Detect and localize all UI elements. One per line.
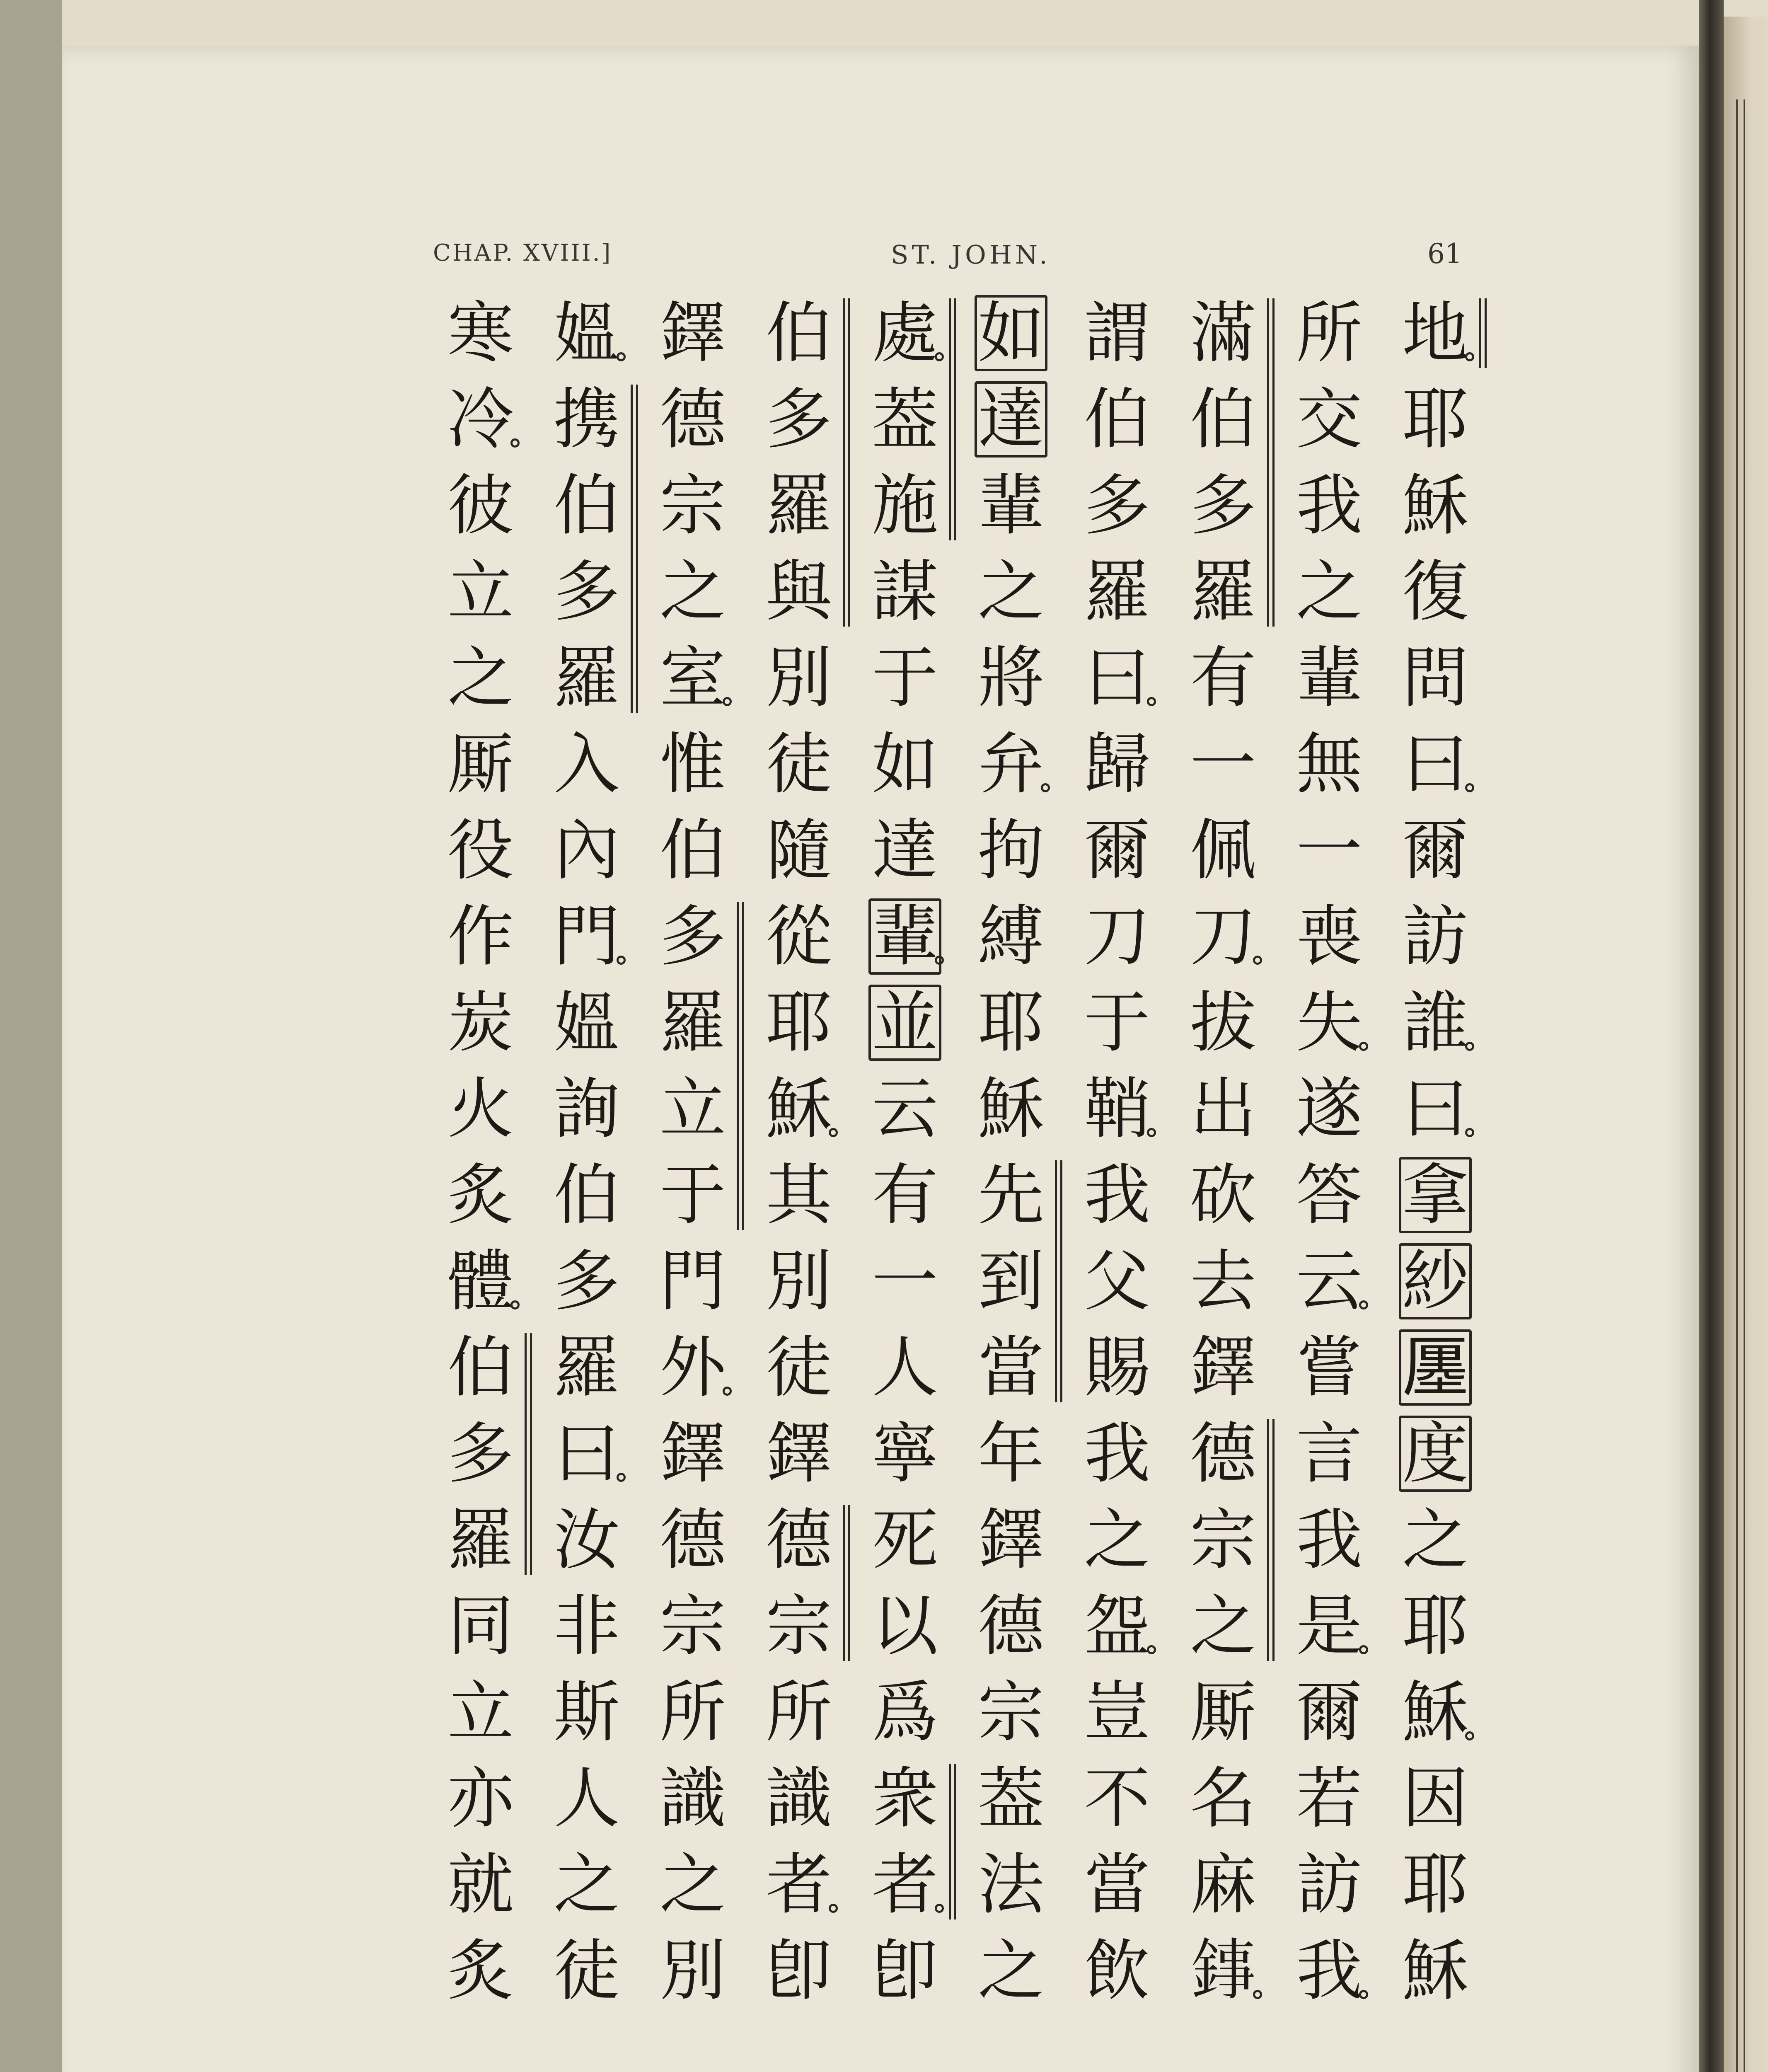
text-char: 云 — [1288, 1238, 1371, 1324]
text-char: 之 — [1190, 1587, 1256, 1665]
text-char: 德 — [765, 1501, 832, 1578]
text-char: 內 — [553, 811, 620, 889]
proper-name-mark — [1055, 1160, 1062, 1402]
text-char: 于 — [659, 1156, 726, 1234]
text-char: 所 — [765, 1673, 832, 1751]
text-char: 卽 — [871, 1932, 938, 2009]
text-char: 德 — [659, 1501, 726, 1578]
text-char: 多 — [1084, 467, 1150, 544]
text-char: 門 — [659, 1242, 726, 1320]
text-char: 爾 — [1084, 811, 1150, 889]
text-char: 德 — [977, 1587, 1044, 1665]
text-char: 爲 — [871, 1673, 938, 1751]
text-char: 一 — [1190, 725, 1256, 803]
text-char: 曰 — [1394, 1066, 1477, 1152]
text-char: 火 — [447, 1070, 514, 1147]
text-char: 一 — [871, 1242, 938, 1320]
text-char: 若 — [1296, 1760, 1362, 1837]
text-char: 惟 — [659, 725, 726, 803]
text-char: 立 — [447, 553, 514, 630]
text-char: 穌 — [1402, 1932, 1468, 2009]
text-char: 喪 — [1296, 898, 1362, 975]
text-char: 年 — [977, 1415, 1044, 1492]
text-char: 葢 — [977, 1760, 1044, 1837]
text-char: 宗 — [1190, 1501, 1256, 1578]
text-char: 輩 — [863, 893, 946, 980]
text-column — [439, 290, 522, 2014]
text-char: 者 — [757, 1842, 840, 1928]
text-char: 謀 — [871, 553, 938, 630]
text-column — [1182, 290, 1265, 2014]
text-char: 法 — [977, 1846, 1044, 1923]
text-char: 穌 — [757, 1066, 840, 1152]
text-char: 度 — [1394, 1411, 1477, 1497]
text-char: 與 — [765, 553, 832, 630]
proper-name-mark — [843, 298, 850, 627]
text-char: 役 — [447, 811, 514, 889]
text-char: 多 — [553, 1242, 620, 1320]
text-char: 當 — [1084, 1846, 1150, 1923]
text-char: 宗 — [977, 1673, 1044, 1751]
text-char: 如 — [871, 725, 938, 803]
running-header — [0, 240, 1768, 277]
text-char: 歸 — [1084, 725, 1150, 803]
text-char: 亦 — [447, 1760, 514, 1837]
text-char: 穌 — [977, 1070, 1044, 1147]
text-char: 多 — [765, 380, 832, 458]
text-char: 我 — [1296, 1501, 1362, 1578]
text-char: 我 — [1296, 467, 1362, 544]
text-char: 就 — [447, 1846, 514, 1923]
text-column — [757, 290, 840, 2014]
text-char: 之 — [977, 1932, 1044, 2009]
text-char: 德 — [1190, 1415, 1256, 1492]
text-char: 別 — [659, 1932, 726, 2009]
text-column — [1076, 290, 1159, 2014]
text-char: 去 — [1190, 1242, 1256, 1320]
text-char: 如 — [970, 290, 1052, 376]
text-column — [1394, 290, 1477, 2014]
text-char: 佩 — [1190, 811, 1256, 889]
text-char: 是 — [1288, 1583, 1371, 1669]
text-char: 多 — [1190, 467, 1256, 544]
text-char: 盌 — [1076, 1583, 1159, 1669]
text-char: 拘 — [977, 811, 1044, 889]
book-gutter — [1699, 0, 1724, 2072]
text-char: 立 — [659, 1070, 726, 1147]
text-char: 彼 — [447, 467, 514, 544]
text-char: 有 — [871, 1156, 938, 1234]
text-char: 伯 — [447, 1329, 514, 1406]
text-char: 羅 — [1190, 553, 1256, 630]
text-char: 所 — [1296, 294, 1362, 372]
text-char: 一 — [1296, 811, 1362, 889]
text-char: 多 — [659, 898, 726, 975]
proper-name-mark — [949, 298, 956, 540]
text-char: 賜 — [1084, 1329, 1150, 1406]
text-char: 有 — [1190, 639, 1256, 716]
text-char: 輩 — [977, 467, 1044, 544]
text-char: 施 — [871, 467, 938, 544]
text-char: 從 — [765, 898, 832, 975]
text-char: 之 — [1402, 1501, 1468, 1578]
text-char: 鐸 — [659, 294, 726, 372]
proper-name-mark — [1479, 298, 1487, 368]
text-char: 室 — [651, 635, 734, 721]
text-char: 門 — [545, 893, 628, 980]
text-char: 拔 — [1190, 984, 1256, 1061]
text-char: 徒 — [765, 1329, 832, 1406]
text-char: 謂 — [1084, 294, 1150, 372]
proper-name-mark — [1267, 298, 1275, 627]
text-char: 先 — [977, 1156, 1044, 1234]
chapter-reference: CHAP. XVIII.] — [433, 240, 612, 266]
text-char: 媼 — [553, 984, 620, 1061]
text-char: 徒 — [553, 1932, 620, 2009]
text-char: 冷 — [439, 376, 522, 462]
text-char: 鐸 — [1190, 1329, 1256, 1406]
text-char: 曰 — [1076, 635, 1159, 721]
text-char: 爾 — [1296, 1673, 1362, 1751]
text-char: 遂 — [1296, 1070, 1362, 1147]
text-char: 名 — [1190, 1760, 1256, 1837]
text-char: 當 — [977, 1329, 1044, 1406]
text-char: 炭 — [447, 984, 514, 1061]
text-char: 作 — [447, 898, 514, 975]
text-char: 不 — [1084, 1760, 1150, 1837]
text-char: 于 — [871, 639, 938, 716]
text-char: 立 — [447, 1673, 514, 1751]
text-char: 厮 — [447, 725, 514, 803]
text-char: 我 — [1084, 1415, 1150, 1492]
text-char: 之 — [659, 553, 726, 630]
text-column — [545, 290, 628, 2014]
text-char: 之 — [977, 553, 1044, 630]
text-char: 之 — [447, 639, 514, 716]
text-char: 德 — [659, 380, 726, 458]
text-char: 之 — [1084, 1501, 1150, 1578]
text-char: 飲 — [1084, 1932, 1150, 2009]
text-column — [970, 290, 1052, 2014]
text-column — [863, 290, 946, 2014]
text-char: 嘗 — [1296, 1329, 1362, 1406]
text-char: 我 — [1084, 1156, 1150, 1234]
text-char: 人 — [871, 1329, 938, 1406]
text-char: 紗 — [1394, 1238, 1477, 1324]
text-char: 携 — [553, 380, 620, 458]
text-char: 達 — [970, 376, 1052, 462]
text-char: 失 — [1288, 980, 1371, 1066]
text-char: 入 — [553, 725, 620, 803]
text-char: 葢 — [871, 380, 938, 458]
proper-name-mark — [843, 1505, 850, 1661]
text-char: 地 — [1394, 290, 1477, 376]
text-char: 羅 — [659, 984, 726, 1061]
text-char: 將 — [977, 639, 1044, 716]
text-char: 斯 — [553, 1673, 620, 1751]
book-title: ST. JOHN. — [891, 240, 1051, 270]
text-char: 所 — [659, 1673, 726, 1751]
text-char: 別 — [765, 639, 832, 716]
text-char: 鐸 — [765, 1415, 832, 1492]
text-char: 因 — [1402, 1760, 1468, 1837]
text-char: 穌 — [1402, 467, 1468, 544]
text-char: 誰 — [1394, 980, 1477, 1066]
text-char: 無 — [1296, 725, 1362, 803]
text-char: 交 — [1296, 380, 1362, 458]
text-char: 卽 — [765, 1932, 832, 2009]
text-char: 之 — [1296, 553, 1362, 630]
text-char: 云 — [871, 1070, 938, 1147]
text-char: 羅 — [1084, 553, 1150, 630]
text-char: 之 — [553, 1846, 620, 1923]
text-char: 伯 — [765, 294, 832, 372]
text-char: 寧 — [871, 1415, 938, 1492]
text-char: 別 — [765, 1242, 832, 1320]
text-char: 拿 — [1394, 1152, 1477, 1238]
text-char: 外 — [651, 1324, 734, 1411]
text-char: 隨 — [765, 811, 832, 889]
text-char: 宗 — [765, 1587, 832, 1665]
proper-name-mark — [737, 902, 744, 1230]
proper-name-mark — [1267, 1419, 1275, 1661]
text-char: 達 — [871, 811, 938, 889]
text-char: 伯 — [659, 811, 726, 889]
text-char: 羅 — [553, 1329, 620, 1406]
text-char: 答 — [1296, 1156, 1362, 1234]
text-char: 之 — [659, 1846, 726, 1923]
text-char: 同 — [447, 1587, 514, 1665]
text-char: 我 — [1288, 1928, 1371, 2014]
text-char: 並 — [863, 980, 946, 1066]
text-column — [651, 290, 734, 2014]
text-char: 非 — [553, 1587, 620, 1665]
text-char: 言 — [1296, 1415, 1362, 1492]
text-char: 者 — [863, 1842, 946, 1928]
text-char: 到 — [977, 1242, 1044, 1320]
text-char: 衆 — [871, 1760, 938, 1837]
text-char: 𠪨 — [1394, 1324, 1477, 1411]
page-number: 61 — [1427, 238, 1462, 270]
text-char: 父 — [1084, 1242, 1150, 1320]
text-char: 宗 — [659, 467, 726, 544]
text-char: 處 — [863, 290, 946, 376]
text-char: 鐸 — [659, 1415, 726, 1492]
text-char: 羅 — [447, 1501, 514, 1578]
text-char: 𨧫 — [1182, 1928, 1265, 2014]
text-char: 訪 — [1296, 1846, 1362, 1923]
text-char: 滿 — [1190, 294, 1256, 372]
text-char: 識 — [765, 1760, 832, 1837]
text-char: 砍 — [1190, 1156, 1256, 1234]
text-char: 于 — [1084, 984, 1150, 1061]
text-char: 炙 — [447, 1932, 514, 2009]
text-char: 縛 — [977, 898, 1044, 975]
text-char: 訪 — [1402, 898, 1468, 975]
text-char: 厮 — [1190, 1673, 1256, 1751]
text-char: 曰 — [545, 1411, 628, 1497]
proper-name-mark — [631, 385, 638, 713]
text-char: 炙 — [447, 1156, 514, 1234]
text-char: 穌 — [1394, 1669, 1477, 1755]
text-char: 多 — [553, 553, 620, 630]
text-char: 出 — [1190, 1070, 1256, 1147]
text-char: 宗 — [659, 1587, 726, 1665]
text-char: 媼 — [545, 290, 628, 376]
text-char: 伯 — [553, 1156, 620, 1234]
text-char: 羅 — [553, 639, 620, 716]
text-char: 問 — [1402, 639, 1468, 716]
scan-background — [0, 0, 62, 2072]
text-char: 刀 — [1084, 898, 1150, 975]
text-char: 詢 — [553, 1070, 620, 1147]
text-char: 死 — [871, 1501, 938, 1578]
proper-name-mark — [525, 1333, 532, 1575]
text-char: 耶 — [1402, 1587, 1468, 1665]
text-char: 識 — [659, 1760, 726, 1837]
text-char: 羅 — [765, 467, 832, 544]
proper-name-mark — [949, 1764, 956, 1920]
text-column — [1288, 290, 1371, 2014]
text-char: 耶 — [1402, 1846, 1468, 1923]
text-char: 麻 — [1190, 1846, 1256, 1923]
text-char: 體 — [439, 1238, 522, 1324]
vertical-text-block — [439, 290, 1500, 2051]
text-char: 輩 — [1296, 639, 1362, 716]
text-char: 汝 — [553, 1501, 620, 1578]
text-char: 耶 — [1402, 380, 1468, 458]
text-char: 伯 — [553, 467, 620, 544]
text-char: 伯 — [1190, 380, 1256, 458]
text-char: 徒 — [765, 725, 832, 803]
text-char: 以 — [871, 1587, 938, 1665]
facing-page-edge — [1724, 17, 1768, 2072]
text-char: 豈 — [1084, 1673, 1150, 1751]
text-char: 伯 — [1084, 380, 1150, 458]
text-char: 多 — [447, 1415, 514, 1492]
text-char: 鐸 — [977, 1501, 1044, 1578]
text-char: 刀 — [1182, 893, 1265, 980]
text-char: 寒 — [447, 294, 514, 372]
text-char: 弁 — [970, 721, 1052, 807]
text-char: 鞘 — [1076, 1066, 1159, 1152]
text-char: 其 — [765, 1156, 832, 1234]
text-char: 爾 — [1402, 811, 1468, 889]
text-char: 復 — [1402, 553, 1468, 630]
text-char: 耶 — [977, 984, 1044, 1061]
text-char: 人 — [553, 1760, 620, 1837]
text-char: 耶 — [765, 984, 832, 1061]
text-char: 曰 — [1394, 721, 1477, 807]
